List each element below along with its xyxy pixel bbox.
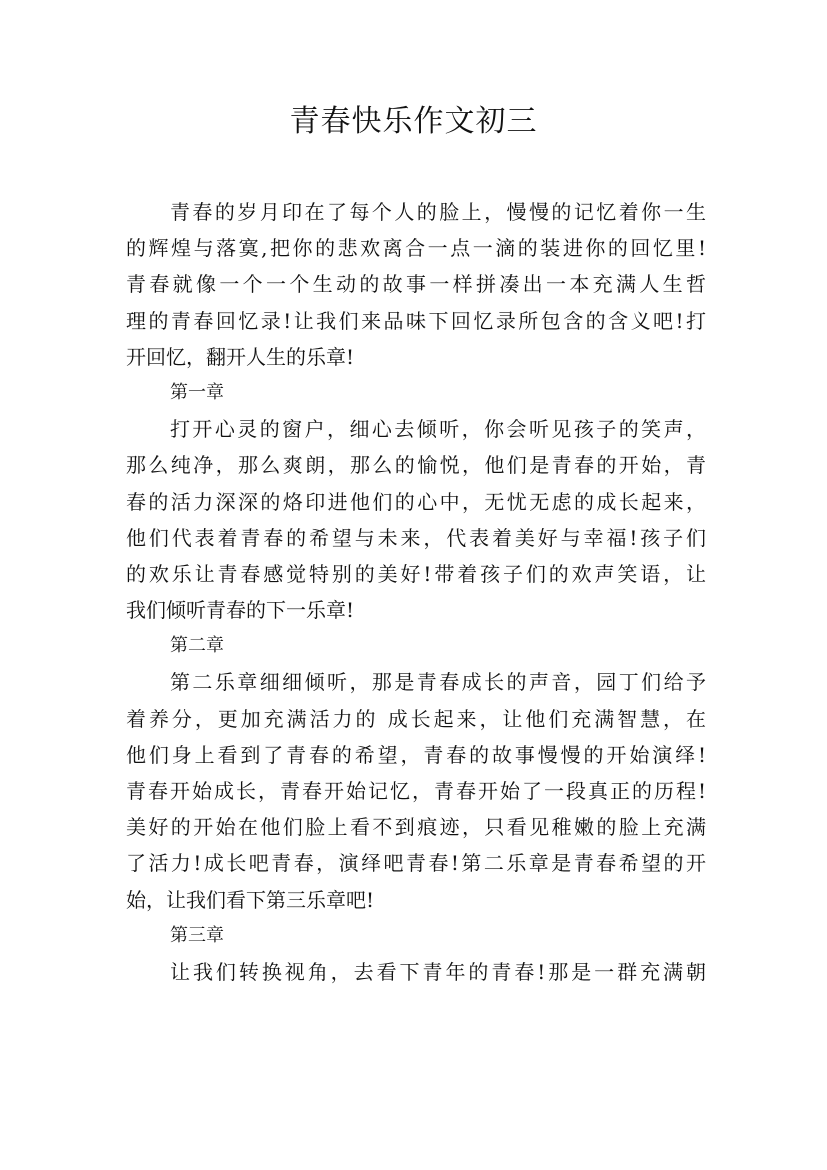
- paragraph-line: 青春开始成长，青春开始记忆，青春开始了一段真正的历程!: [126, 779, 706, 803]
- document-title: 青春快乐作文初三: [289, 104, 538, 139]
- paragraph-line: 的辉煌与落寞,把你的悲欢离合一点一滴的装进你的回忆里!: [126, 236, 706, 261]
- paragraph-line: 他们代表着青春的希望与未来，代表着美好与幸福!孩子们: [126, 525, 706, 550]
- paragraph-line: 青春就像一个一个生动的故事一样拼凑出一本充满人生哲: [126, 272, 706, 297]
- paragraph-line: 着养分，更加充满活力的 成长起来，让他们充满智慧，在: [126, 706, 706, 731]
- chapter-heading: 第一章: [170, 381, 224, 403]
- paragraph-line: 我们倾听青春的下一乐章!: [126, 598, 355, 623]
- paragraph-line: 打开心灵的窗户，细心去倾听，你会听见孩子的笑声，: [170, 417, 706, 442]
- paragraph-line: 春的活力深深的烙印进他们的心中，无忧无虑的成长起来，: [126, 489, 706, 514]
- paragraph-line: 他们身上看到了青春的希望，青春的故事慢慢的开始演绎!: [126, 742, 706, 767]
- paragraph-line: 开回忆，翻开人生的乐章!: [126, 344, 355, 369]
- paragraph-line: 理的青春回忆录!让我们来品味下回忆录所包含的含义吧!打: [126, 308, 706, 333]
- chapter-heading: 第二章: [170, 635, 224, 657]
- paragraph-line: 始，让我们看下第三乐章吧!: [126, 887, 375, 912]
- paragraph-line: 了活力!成长吧青春，演绎吧青春!第二乐章是青春希望的开: [126, 851, 706, 876]
- chapter-heading: 第三章: [170, 924, 224, 946]
- paragraph-line: 美好的开始在他们脸上看不到痕迹，只看见稚嫩的脸上充满: [126, 815, 706, 840]
- paragraph-line: 让我们转换视角，去看下青年的青春!那是一群充满朝: [170, 959, 706, 984]
- document-body: [126, 194, 706, 990]
- paragraph-line: 青春的岁月印在了每个人的脸上，慢慢的记忆着你一生: [170, 200, 706, 224]
- paragraph-line: 的欢乐让青春感觉特别的美好!带着孩子们的欢声笑语，让: [126, 561, 706, 586]
- paragraph-line: 第二乐章细细倾听，那是青春成长的声音，园丁们给予: [170, 670, 706, 695]
- paragraph-line: 那么纯净，那么爽朗，那么的愉悦，他们是青春的开始，青: [126, 453, 706, 478]
